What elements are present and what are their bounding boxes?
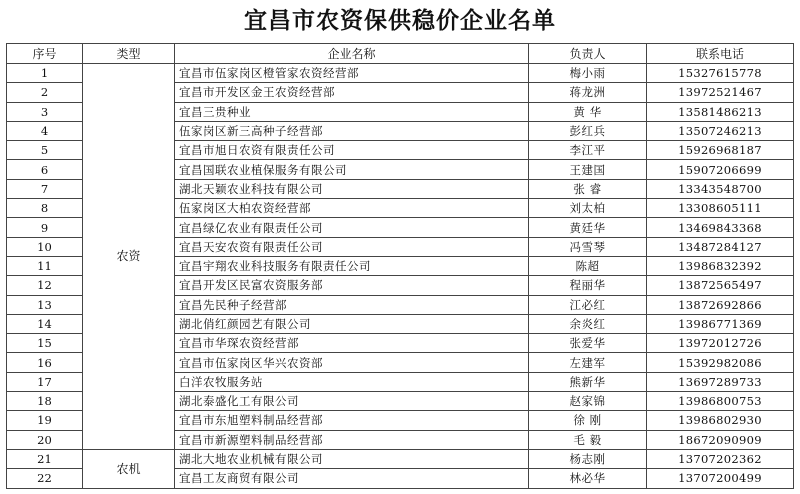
cell-company-name: 宜昌宇翔农业科技服务有限责任公司 (175, 256, 529, 275)
cell-phone: 13469843368 (647, 218, 794, 237)
cell-company-name: 宜昌开发区民富农资服务部 (175, 276, 529, 295)
header-person: 负责人 (529, 44, 647, 64)
cell-person: 余炎红 (529, 314, 647, 333)
cell-company-name: 宜昌市新源塑料制品经营部 (175, 430, 529, 449)
cell-person: 熊新华 (529, 372, 647, 391)
cell-person: 彭红兵 (529, 121, 647, 140)
cell-person: 刘太柏 (529, 199, 647, 218)
table-body (7, 64, 794, 489)
cell-company-name: 宜昌三贵种业 (175, 102, 529, 121)
cell-phone: 13581486213 (647, 102, 794, 121)
enterprise-table (6, 43, 794, 489)
header-type: 类型 (83, 44, 175, 64)
cell-no: 8 (7, 199, 83, 218)
cell-person: 张爱华 (529, 334, 647, 353)
cell-no: 7 (7, 179, 83, 198)
cell-phone: 13986800753 (647, 392, 794, 411)
cell-company-name: 宜昌市开发区金王农资经营部 (175, 83, 529, 102)
cell-company-name: 宜昌国联农业植保服务有限公司 (175, 160, 529, 179)
cell-no: 12 (7, 276, 83, 295)
cell-company-name: 宜昌市旭日农资有限责任公司 (175, 141, 529, 160)
cell-phone: 13972012726 (647, 334, 794, 353)
cell-phone: 18672090909 (647, 430, 794, 449)
cell-no: 4 (7, 121, 83, 140)
cell-no: 2 (7, 83, 83, 102)
cell-phone: 13343548700 (647, 179, 794, 198)
cell-company-name: 白洋农牧服务站 (175, 372, 529, 391)
cell-person: 黄 华 (529, 102, 647, 121)
cell-person: 李江平 (529, 141, 647, 160)
cell-person: 冯雪琴 (529, 237, 647, 256)
cell-company-name: 宜昌绿亿农业有限责任公司 (175, 218, 529, 237)
cell-person: 梅小雨 (529, 64, 647, 83)
cell-no: 1 (7, 64, 83, 83)
cell-phone: 15907206699 (647, 160, 794, 179)
header-phone: 联系电话 (647, 44, 794, 64)
cell-no: 20 (7, 430, 83, 449)
cell-phone: 13507246213 (647, 121, 794, 140)
cell-phone: 13972521467 (647, 83, 794, 102)
document-title: 宜昌市农资保供稳价企业名单 (244, 8, 556, 34)
cell-person: 徐 刚 (529, 411, 647, 430)
cell-phone: 13707202362 (647, 449, 794, 468)
cell-no: 15 (7, 334, 83, 353)
cell-phone: 15926968187 (647, 141, 794, 160)
cell-type: 农机 (83, 449, 175, 488)
table-row (7, 449, 794, 468)
cell-person: 杨志刚 (529, 449, 647, 468)
cell-phone: 13986832392 (647, 256, 794, 275)
cell-no: 13 (7, 295, 83, 314)
table-header-row (7, 44, 794, 64)
cell-no: 5 (7, 141, 83, 160)
cell-phone: 13986802930 (647, 411, 794, 430)
cell-phone: 13872565497 (647, 276, 794, 295)
cell-company-name: 宜昌先民种子经营部 (175, 295, 529, 314)
header-no: 序号 (7, 44, 83, 64)
header-name: 企业名称 (175, 44, 529, 64)
cell-no: 11 (7, 256, 83, 275)
cell-company-name: 宜昌市华琛农资经营部 (175, 334, 529, 353)
cell-company-name: 伍家岗区新三高种子经营部 (175, 121, 529, 140)
cell-company-name: 宜昌市伍家岗区橙管家农资经营部 (175, 64, 529, 83)
cell-no: 3 (7, 102, 83, 121)
cell-no: 19 (7, 411, 83, 430)
cell-no: 14 (7, 314, 83, 333)
cell-no: 16 (7, 353, 83, 372)
cell-phone: 13986771369 (647, 314, 794, 333)
cell-phone: 13707200499 (647, 469, 794, 488)
cell-company-name: 宜昌市东旭塑料制品经营部 (175, 411, 529, 430)
cell-no: 22 (7, 469, 83, 488)
table-row (7, 64, 794, 83)
cell-company-name: 宜昌工友商贸有限公司 (175, 469, 529, 488)
cell-no: 21 (7, 449, 83, 468)
cell-type: 农资 (83, 64, 175, 450)
cell-phone: 13697289733 (647, 372, 794, 391)
cell-no: 10 (7, 237, 83, 256)
cell-no: 9 (7, 218, 83, 237)
cell-person: 毛 毅 (529, 430, 647, 449)
cell-phone: 13872692866 (647, 295, 794, 314)
cell-phone: 13487284127 (647, 237, 794, 256)
cell-company-name: 宜昌市伍家岗区华兴农资部 (175, 353, 529, 372)
cell-no: 18 (7, 392, 83, 411)
cell-phone: 15327615778 (647, 64, 794, 83)
cell-phone: 15392982086 (647, 353, 794, 372)
cell-person: 蒋龙洲 (529, 83, 647, 102)
cell-company-name: 伍家岗区大柏农资经营部 (175, 199, 529, 218)
cell-no: 17 (7, 372, 83, 391)
cell-company-name: 湖北大地农业机械有限公司 (175, 449, 529, 468)
cell-person: 黄廷华 (529, 218, 647, 237)
cell-person: 张 睿 (529, 179, 647, 198)
cell-person: 赵家锦 (529, 392, 647, 411)
cell-person: 左建军 (529, 353, 647, 372)
cell-person: 陈超 (529, 256, 647, 275)
cell-no: 6 (7, 160, 83, 179)
cell-person: 林必华 (529, 469, 647, 488)
cell-company-name: 湖北俏红颜园艺有限公司 (175, 314, 529, 333)
cell-company-name: 湖北泰盛化工有限公司 (175, 392, 529, 411)
cell-person: 江必红 (529, 295, 647, 314)
cell-person: 王建国 (529, 160, 647, 179)
cell-company-name: 宜昌天安农资有限责任公司 (175, 237, 529, 256)
cell-company-name: 湖北天颖农业科技有限公司 (175, 179, 529, 198)
cell-person: 程丽华 (529, 276, 647, 295)
cell-phone: 13308605111 (647, 199, 794, 218)
